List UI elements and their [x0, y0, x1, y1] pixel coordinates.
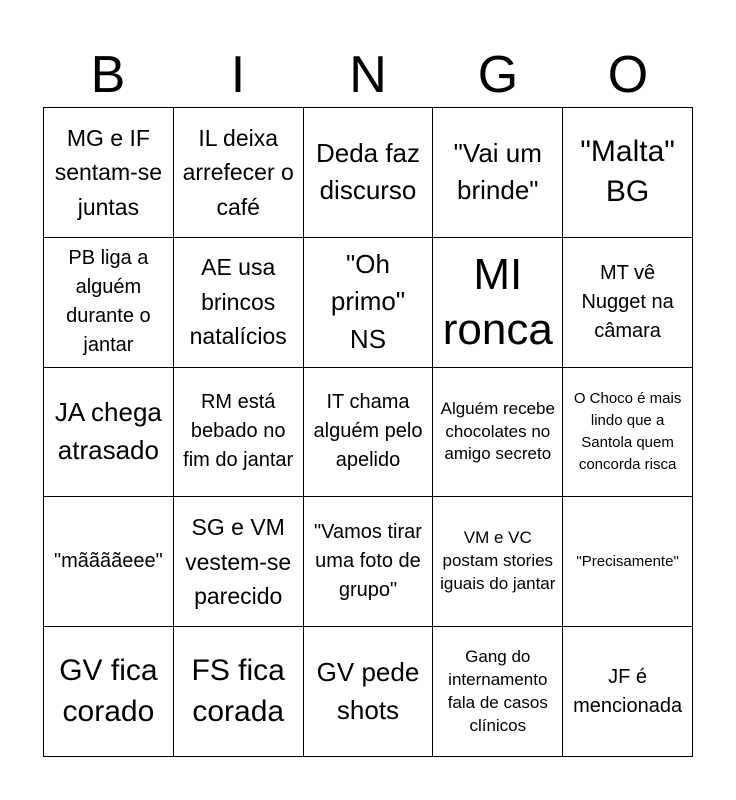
bingo-grid	[43, 107, 693, 757]
bingo-cell[interactable]	[563, 108, 693, 238]
cell-text: MI ronca	[442, 250, 553, 355]
cell-text: "Vai um brinde"	[453, 137, 542, 206]
bingo-cell[interactable]	[563, 497, 693, 627]
bingo-cell[interactable]	[44, 238, 174, 368]
bingo-cell[interactable]	[174, 497, 304, 627]
bingo-cell[interactable]	[304, 108, 434, 238]
bingo-cell[interactable]	[174, 238, 304, 368]
cell-text: "Precisamente"	[576, 552, 679, 570]
bingo-cell[interactable]	[44, 108, 174, 238]
cell-text: VM e VC postam stories iguais do jantar	[440, 528, 556, 594]
header-letter-o: O	[607, 46, 649, 104]
header-letter-b: B	[90, 46, 126, 104]
header-letter-i: I	[230, 46, 246, 104]
bingo-cell[interactable]	[433, 238, 563, 368]
bingo-cell[interactable]	[563, 627, 693, 757]
bingo-cell[interactable]	[174, 368, 304, 498]
bingo-cell[interactable]	[433, 497, 563, 627]
cell-text: MG e IF sentam-se juntas	[54, 124, 163, 220]
cell-text: "Vamos tirar uma foto de grupo"	[314, 521, 422, 602]
bingo-cell[interactable]	[433, 627, 563, 757]
bingo-cell[interactable]	[44, 368, 174, 498]
cell-text: IL deixa arrefecer o café	[182, 124, 294, 220]
cell-text: RM está bebado no fim do jantar	[183, 391, 294, 472]
cell-text: Gang do internamento fala de casos clínicos	[447, 646, 548, 735]
bingo-cell[interactable]	[44, 497, 174, 627]
bingo-cell[interactable]	[304, 627, 434, 757]
cell-text: "Malta" BG	[580, 134, 675, 209]
cell-text: GV fica corado	[59, 654, 158, 728]
bingo-cell[interactable]	[174, 108, 304, 238]
bingo-header	[43, 44, 693, 106]
cell-text: IT chama alguém pelo apelido	[313, 391, 423, 472]
bingo-cell[interactable]	[174, 627, 304, 757]
cell-text: AE usa brincos natalícios	[189, 254, 287, 350]
cell-text: Alguém recebe chocolates no amigo secreto	[440, 398, 555, 464]
bingo-cell[interactable]	[433, 368, 563, 498]
cell-text: MT vê Nugget na câmara	[581, 261, 674, 342]
cell-text: JF é mencionada	[573, 665, 683, 717]
header-letter-n: N	[349, 46, 387, 104]
cell-text: PB liga a alguém durante o jantar	[66, 247, 151, 357]
bingo-cell[interactable]	[563, 368, 693, 498]
bingo-cell[interactable]	[304, 497, 434, 627]
bingo-cell[interactable]	[304, 368, 434, 498]
cell-text: "mããããeee"	[54, 550, 163, 573]
bingo-cell[interactable]	[563, 238, 693, 368]
cell-text: "Oh primo" NS	[330, 248, 406, 355]
header-letter-g: G	[477, 46, 519, 104]
bingo-cell[interactable]	[433, 108, 563, 238]
cell-text: JA chega atrasado	[54, 397, 162, 465]
bingo-cell[interactable]	[44, 627, 174, 757]
cell-text: O Choco é mais lindo que a Santola quem concorda risca	[573, 390, 682, 473]
cell-text: SG e VM vestem-se parecido	[185, 514, 292, 610]
cell-text: Deda faz discurso	[315, 137, 421, 206]
cell-text: FS fica corada	[191, 654, 285, 728]
bingo-cell[interactable]	[304, 238, 434, 368]
cell-text: GV pede shots	[316, 656, 420, 725]
